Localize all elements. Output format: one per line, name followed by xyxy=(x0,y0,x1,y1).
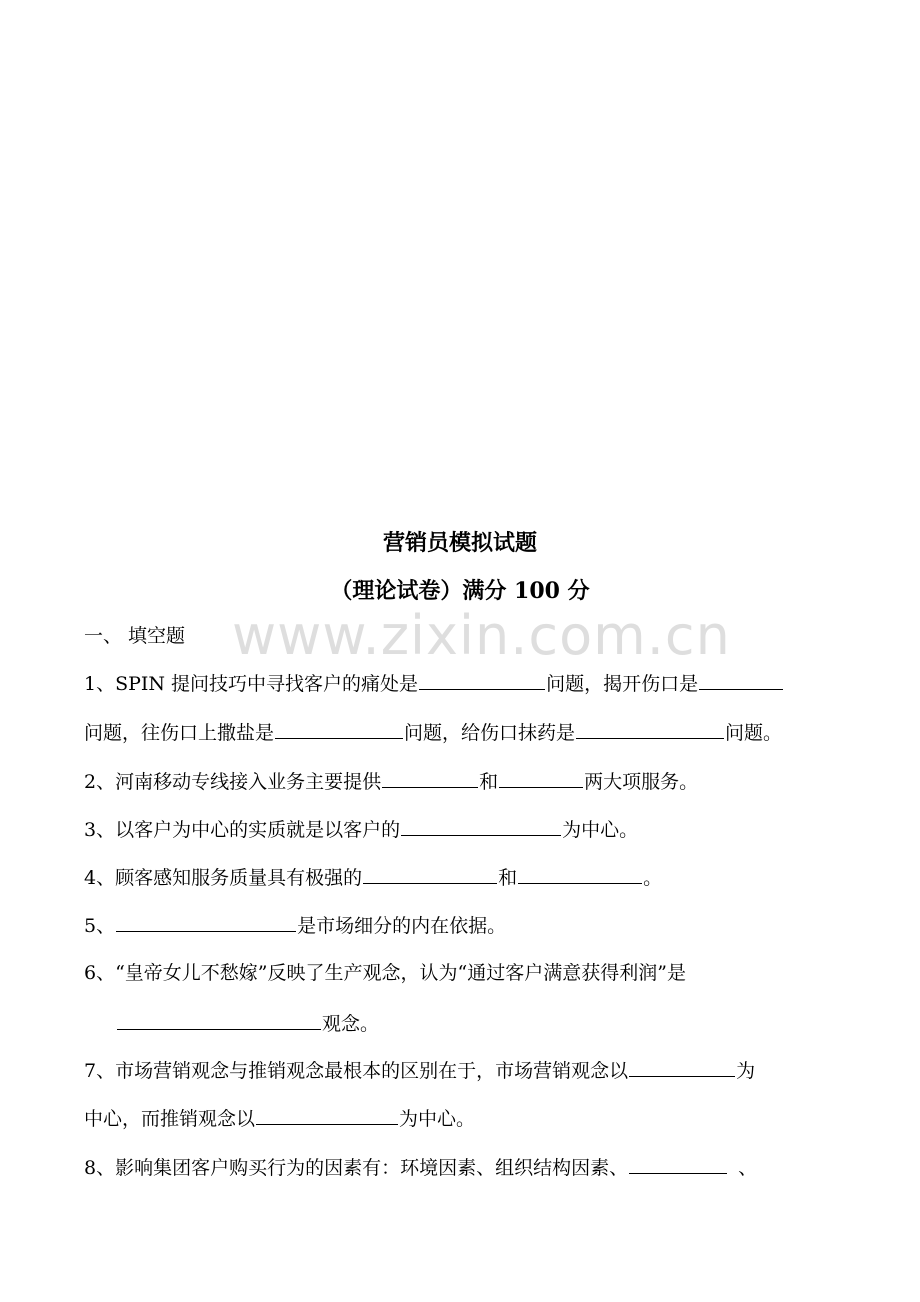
question-text: 6、“皇帝女儿不愁嫁”反映了生产观念，认为“通过客户满意获得利润”是 xyxy=(84,962,686,984)
question-7-line-2 xyxy=(84,1106,475,1131)
question-3 xyxy=(84,817,638,842)
answer-blank[interactable] xyxy=(576,720,724,739)
answer-blank[interactable] xyxy=(419,671,545,690)
question-2 xyxy=(84,769,698,794)
question-7-line-1 xyxy=(84,1058,755,1083)
question-6-line-1 xyxy=(84,961,686,985)
answer-blank[interactable] xyxy=(629,1058,735,1077)
answer-blank[interactable] xyxy=(382,769,478,788)
answer-blank[interactable] xyxy=(117,1011,321,1030)
question-text: 2、河南移动专线接入业务主要提供 xyxy=(84,771,382,793)
answer-blank[interactable] xyxy=(363,865,497,884)
answer-blank[interactable] xyxy=(699,671,783,690)
watermark-text: www.zixin.com.cn xyxy=(232,604,731,667)
section-heading: 一、 填空题 xyxy=(84,625,186,647)
answer-blank[interactable] xyxy=(499,769,583,788)
question-text: 问题。 xyxy=(725,722,783,744)
question-text: 1、SPIN 提问技巧中寻找客户的痛处是 xyxy=(84,673,419,695)
question-text: 为中心。 xyxy=(399,1108,476,1130)
page-subtitle: （理论试卷）满分 100 分 xyxy=(330,578,590,604)
question-text: 是市场细分的内在依据。 xyxy=(297,915,507,937)
answer-blank[interactable] xyxy=(256,1106,398,1125)
answer-blank[interactable] xyxy=(401,817,561,836)
answer-blank[interactable] xyxy=(116,913,296,932)
question-1-line-2 xyxy=(84,720,782,745)
question-text: 3、以客户为中心的实质就是以客户的 xyxy=(84,819,401,841)
question-1-line-1 xyxy=(84,671,784,696)
question-text: 为中心。 xyxy=(562,819,639,841)
question-text: 观念。 xyxy=(322,1013,380,1035)
question-8 xyxy=(84,1155,757,1180)
question-text: 和 xyxy=(498,867,518,889)
answer-blank[interactable] xyxy=(518,865,642,884)
question-4 xyxy=(84,865,662,890)
answer-blank[interactable] xyxy=(275,720,403,739)
question-text: 7、市场营销观念与推销观念最根本的区别在于，市场营销观念以 xyxy=(84,1060,629,1082)
question-text: 。 xyxy=(643,867,663,889)
answer-blank[interactable] xyxy=(629,1155,727,1174)
question-text: 两大项服务。 xyxy=(584,771,699,793)
question-5 xyxy=(84,913,506,938)
page-title: 营销员模拟试题 xyxy=(382,530,537,556)
question-text: 5、 xyxy=(84,915,116,937)
question-6-line-2 xyxy=(116,1011,379,1036)
question-text: 中心，而推销观念以 xyxy=(84,1108,256,1130)
question-text: 为 xyxy=(736,1060,756,1082)
question-text: 和 xyxy=(479,771,499,793)
question-text: 问题，往伤口上撒盐是 xyxy=(84,722,275,744)
question-text: 、 xyxy=(738,1157,758,1179)
question-text: 问题，揭开伤口是 xyxy=(546,673,699,695)
question-text: 8、影响集团客户购买行为的因素有：环境因素、组织结构因素、 xyxy=(84,1157,629,1179)
question-text: 问题，给伤口抹药是 xyxy=(404,722,576,744)
question-text: 4、顾客感知服务质量具有极强的 xyxy=(84,867,363,889)
